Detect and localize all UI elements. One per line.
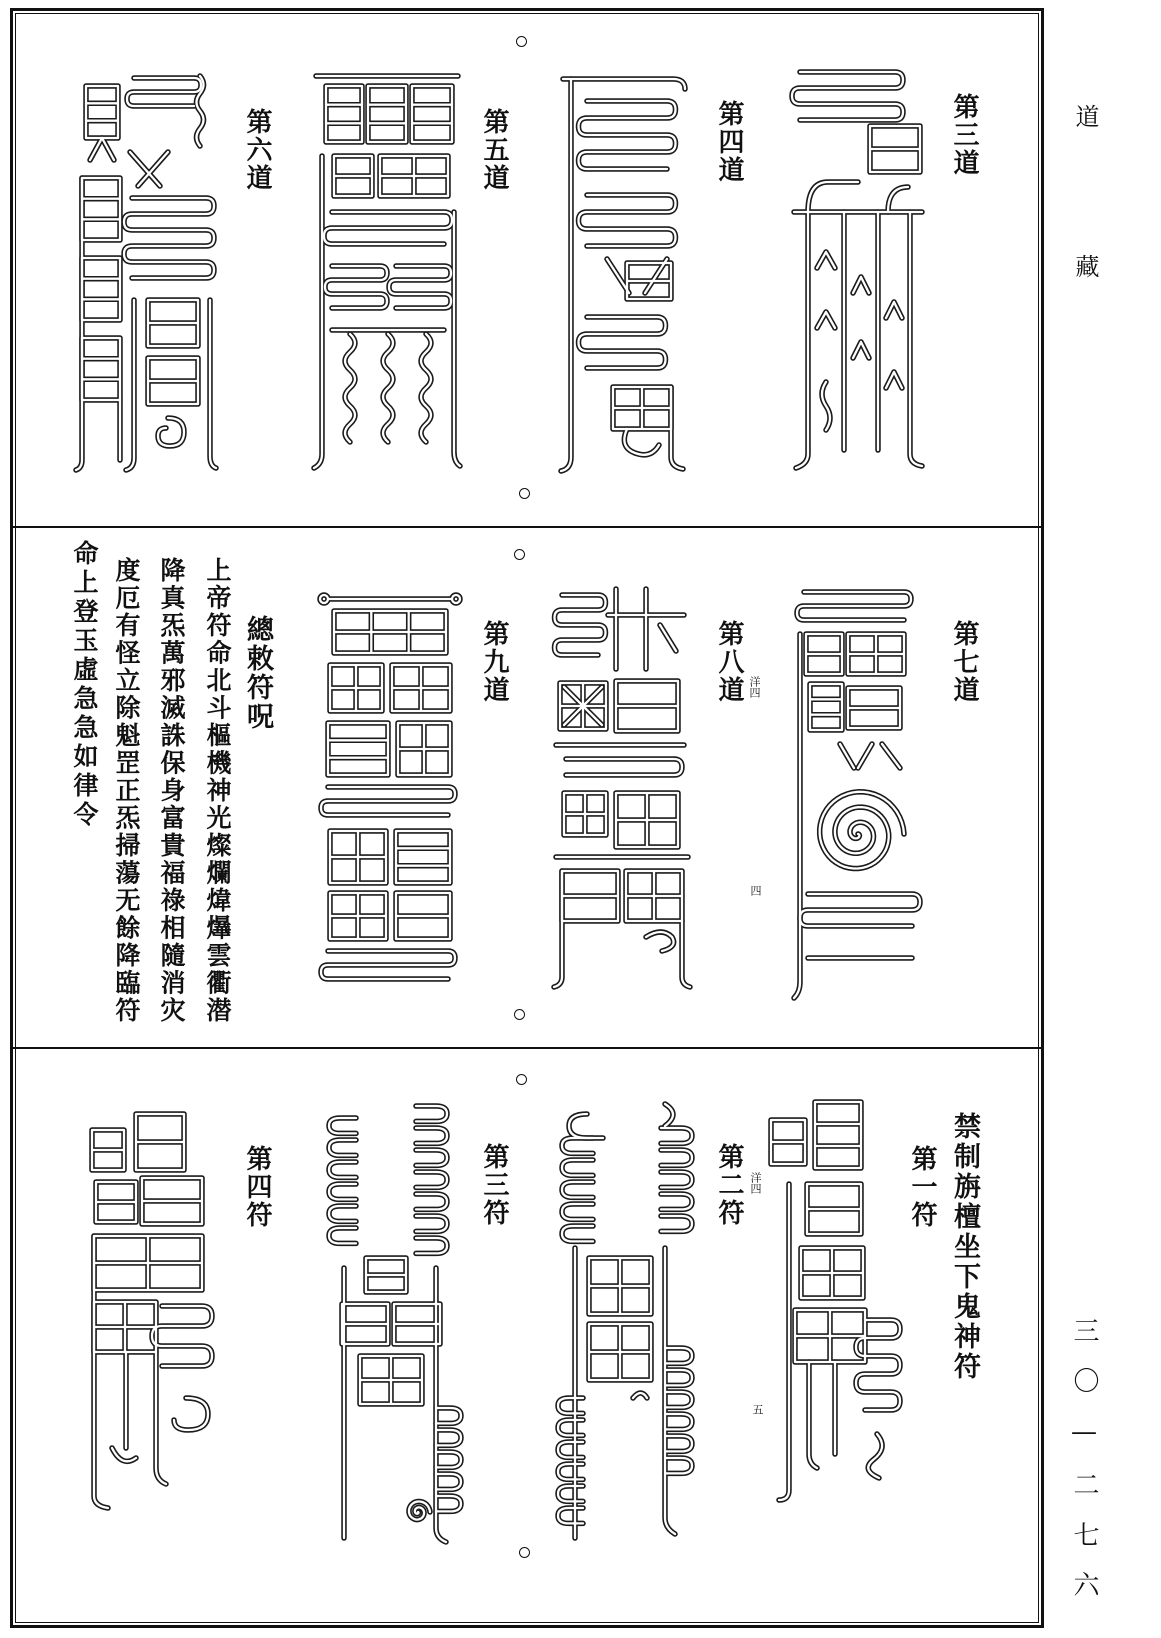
- talisman-stroke: [396, 831, 450, 883]
- talisman-label: 第二符: [714, 1143, 744, 1227]
- talisman-stroke: [389, 266, 451, 308]
- talisman-stroke: [808, 182, 858, 212]
- talisman-stroke: [96, 1182, 136, 1222]
- talisman-stroke: [328, 723, 388, 775]
- talisman-stroke: [555, 595, 606, 655]
- talisman-stroke: [810, 684, 842, 730]
- talisman-stroke: [366, 1258, 406, 1292]
- talisman-drawing: [788, 62, 928, 472]
- talisman-stroke: [616, 793, 678, 847]
- talisman-stroke: [794, 634, 800, 998]
- talisman-stroke: [792, 72, 903, 120]
- talisman-stroke: [210, 300, 216, 468]
- talisman-stroke: [888, 187, 908, 212]
- talisman-stroke: [566, 759, 682, 775]
- talisman-stroke: [86, 86, 118, 138]
- talisman-stroke: [398, 723, 450, 775]
- talisman-stroke: [412, 86, 452, 142]
- circle-mark: [516, 1074, 527, 1085]
- talisman-stroke: [326, 86, 362, 142]
- talisman-label: 第五道: [479, 108, 509, 192]
- page-mark: 四: [749, 885, 762, 896]
- talisman-stroke: [156, 1352, 166, 1484]
- talisman-stroke: [561, 79, 571, 471]
- talisman-stroke: [810, 684, 842, 730]
- talisman-stroke: [82, 178, 120, 240]
- talisman-stroke: [330, 831, 386, 883]
- talisman-stroke: [142, 1178, 202, 1224]
- talisman-stroke: [797, 592, 911, 620]
- section-title: 禁制旃檀坐下鬼神符: [949, 1112, 980, 1382]
- talisman-stroke: [392, 665, 450, 711]
- talisman-drawing: [550, 585, 695, 990]
- talisman-stroke: [579, 317, 666, 368]
- incantation-line: 度厄有怪立除魁罡正炁掃蕩无餘降臨符: [112, 557, 141, 1025]
- talisman-stroke: [626, 871, 682, 921]
- talisman-stroke: [380, 156, 448, 196]
- talisman-label: 第四道: [714, 100, 744, 184]
- talisman-drawing: [316, 585, 464, 997]
- talisman-stroke: [342, 1304, 388, 1344]
- talisman-stroke: [665, 1348, 692, 1473]
- talisman-stroke: [148, 358, 198, 404]
- talisman-stroke: [92, 1130, 124, 1170]
- talisman-stroke: [82, 338, 120, 400]
- talisman-stroke: [800, 894, 920, 926]
- talisman-stroke: [94, 1236, 108, 1508]
- incantation-line: 降真炁萬邪滅誅保身富貴福祿相隨消灾: [157, 557, 186, 1025]
- talisman-stroke: [389, 266, 451, 308]
- talisman-stroke: [579, 317, 666, 368]
- talisman-stroke: [579, 195, 676, 246]
- talisman-label: 第六道: [242, 108, 272, 192]
- talisman-drawing: [553, 1098, 703, 1548]
- talisman-stroke: [870, 126, 920, 172]
- talisman-drawing: [82, 1108, 227, 1513]
- talisman-stroke: [910, 212, 922, 466]
- talisman-stroke: [616, 681, 678, 731]
- circle-mark: [514, 549, 525, 560]
- talisman-stroke: [563, 79, 685, 89]
- talisman-stroke: [130, 152, 168, 186]
- talisman-stroke: [848, 634, 904, 674]
- talisman-label: 第三道: [949, 93, 979, 177]
- talisman-stroke: [126, 300, 134, 470]
- talisman-label: 第四符: [242, 1145, 272, 1229]
- circle-mark: [516, 36, 527, 47]
- talisman-stroke: [82, 258, 120, 320]
- talisman-stroke: [771, 1120, 805, 1164]
- talisman-stroke: [148, 300, 198, 346]
- talisman-stroke: [152, 1306, 212, 1366]
- collection-title-char: 藏: [1071, 254, 1099, 278]
- talisman-label: 第三符: [479, 1143, 509, 1227]
- talisman-stroke: [360, 1356, 422, 1404]
- talisman-stroke: [627, 263, 671, 299]
- talisman-stroke: [326, 86, 362, 142]
- talisman-stroke: [82, 178, 120, 240]
- section-divider: [10, 1047, 1044, 1049]
- talisman-stroke: [368, 86, 406, 142]
- talisman-stroke: [796, 212, 808, 468]
- talisman-stroke: [394, 1304, 440, 1344]
- talisman-stroke: [94, 1236, 202, 1290]
- talisman-stroke: [90, 138, 114, 160]
- circle-mark: [519, 1547, 530, 1558]
- circle-mark: [514, 1009, 525, 1020]
- page-mark: 五: [751, 1404, 764, 1415]
- incantation-title: 總敕符呪: [242, 615, 273, 731]
- talisman-stroke: [324, 212, 452, 244]
- talisman-stroke: [329, 1118, 356, 1243]
- talisman-stroke: [792, 72, 903, 120]
- talisman-stroke: [76, 178, 82, 470]
- talisman-label: 第七道: [949, 620, 979, 704]
- talisman-stroke: [368, 86, 406, 142]
- talisman-stroke: [646, 932, 674, 951]
- talisman-stroke: [396, 893, 450, 939]
- talisman-stroke: [329, 1118, 356, 1243]
- talisman-stroke: [314, 156, 322, 468]
- talisman-label: 第八道: [714, 620, 744, 704]
- incantation-line: 命上登玉虛急急如律令: [70, 540, 99, 830]
- talisman-stroke: [94, 1302, 156, 1352]
- talisman-stroke: [325, 266, 387, 308]
- talisman-stroke: [558, 1398, 583, 1523]
- talisman-stroke: [562, 1138, 593, 1241]
- talisman-stroke: [613, 387, 671, 429]
- talisman-stroke: [454, 212, 460, 466]
- collection-title-char: 道: [1071, 104, 1099, 128]
- talisman-stroke: [665, 1348, 692, 1473]
- circle-mark: [519, 488, 530, 499]
- talisman-stroke: [554, 871, 562, 987]
- talisman-stroke: [809, 1362, 817, 1468]
- talisman-stroke: [817, 252, 835, 268]
- talisman-stroke: [321, 951, 455, 979]
- talisman-stroke: [801, 1248, 863, 1298]
- talisman-stroke: [589, 1324, 651, 1380]
- talisman-stroke: [325, 266, 387, 308]
- page-number: 三〇—二七六: [1069, 1317, 1099, 1621]
- section-divider: [10, 526, 1044, 528]
- talisman-stroke: [848, 688, 900, 728]
- talisman-stroke: [558, 1398, 583, 1523]
- talisman-stroke: [396, 831, 450, 883]
- talisman-stroke: [334, 156, 372, 196]
- talisman-stroke: [152, 1306, 212, 1366]
- talisman-stroke: [82, 338, 120, 400]
- talisman-stroke: [624, 429, 659, 455]
- talisman-stroke: [127, 78, 201, 106]
- talisman-stroke: [124, 198, 214, 278]
- talisman-stroke: [330, 665, 382, 711]
- talisman-stroke: [807, 1184, 861, 1234]
- talisman-stroke: [579, 101, 676, 169]
- talisman-stroke: [124, 198, 214, 278]
- talisman-drawing: [555, 65, 695, 475]
- talisman-stroke: [330, 893, 386, 939]
- incantation-line: 上帝符命北斗樞機神光燦爛煒爗雲衢潜: [203, 557, 232, 1025]
- talisman-drawing: [72, 68, 220, 473]
- talisman-drawing: [765, 1098, 903, 1503]
- talisman-stroke: [671, 387, 683, 469]
- talisman-stroke: [328, 723, 388, 775]
- talisman-stroke: [806, 634, 842, 674]
- talisman-stroke: [779, 1184, 789, 1500]
- talisman-stroke: [569, 1114, 603, 1138]
- edition-note: 洋四: [748, 676, 761, 698]
- talisman-stroke: [589, 1258, 651, 1314]
- talisman-drawing: [790, 582, 925, 1002]
- edition-note: 洋四: [749, 1172, 762, 1194]
- talisman-label: 第九道: [479, 620, 509, 704]
- talisman-stroke: [660, 625, 676, 651]
- talisman-drawing: [320, 1098, 465, 1548]
- talisman-stroke: [334, 611, 446, 653]
- talisman-stroke: [82, 258, 120, 320]
- talisman-drawing: [312, 62, 462, 474]
- talisman-stroke: [815, 1102, 861, 1168]
- talisman-stroke: [321, 787, 455, 815]
- talisman-stroke: [86, 86, 118, 138]
- talisman-stroke: [682, 921, 690, 987]
- talisman-label: 第一符: [907, 1145, 937, 1229]
- talisman-stroke: [416, 1106, 447, 1253]
- talisman-stroke: [795, 1310, 865, 1362]
- talisman-stroke: [412, 86, 452, 142]
- talisman-stroke: [136, 1114, 184, 1170]
- talisman-stroke: [579, 195, 676, 246]
- talisman-stroke: [661, 1128, 692, 1231]
- talisman-stroke: [562, 871, 618, 921]
- talisman-stroke: [564, 793, 606, 835]
- talisman-stroke: [815, 1102, 861, 1168]
- talisman-stroke: [817, 312, 835, 328]
